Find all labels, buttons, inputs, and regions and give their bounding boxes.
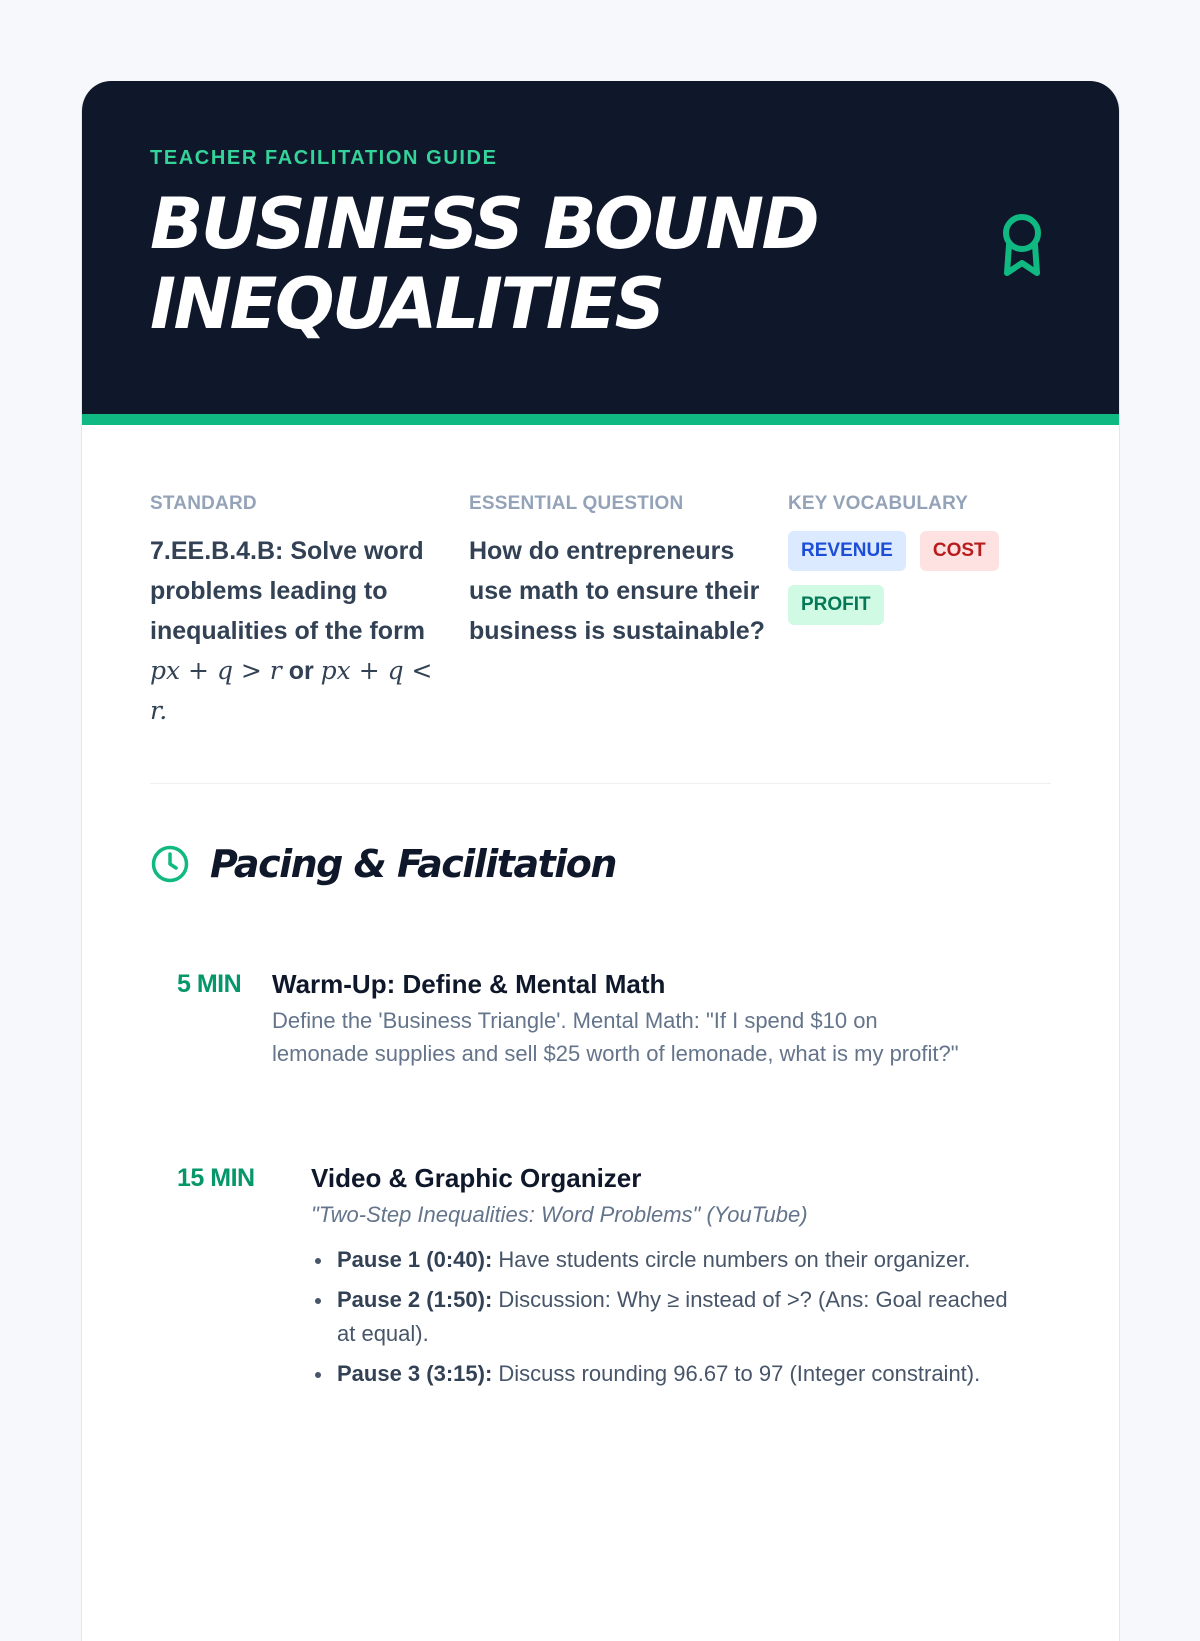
hero-header	[82, 81, 1119, 414]
step-time: 15 MIN	[177, 1164, 255, 1192]
pacing-section-header	[150, 842, 1051, 886]
standard-connector: or	[281, 657, 321, 685]
vocabulary-chips	[788, 531, 1038, 625]
standard-math-1: px + q > r	[150, 656, 282, 685]
vocabulary-block	[788, 493, 1038, 731]
pause-list	[311, 1243, 1051, 1391]
page-title: BUSINESS BOUND INEQUALITIES	[150, 183, 818, 345]
standard-body: 7.EE.B.4.B: Solve word problems leading to inequalities of the form	[150, 537, 426, 645]
pause-item	[337, 1357, 1027, 1391]
meta-grid	[150, 425, 1051, 784]
accent-bar	[82, 414, 1119, 425]
step-time: 5 MIN	[177, 970, 242, 998]
essential-question-label: ESSENTIAL QUESTION	[469, 493, 684, 514]
award-icon	[1000, 213, 1044, 279]
standard-math-2: px + q < r.	[150, 656, 433, 725]
pause-text: Discuss rounding 96.67 to 97 (Integer constraint).	[492, 1361, 981, 1386]
standard-label: STANDARD	[150, 493, 257, 514]
pause-label: Pause 3 (3:15):	[337, 1361, 493, 1386]
clock-icon	[150, 844, 190, 884]
essential-question-block	[469, 493, 788, 731]
standard-text	[150, 531, 449, 731]
standard-block	[150, 493, 469, 731]
step-body	[272, 964, 1051, 1070]
guide-card	[81, 81, 1120, 1641]
essential-question-text: How do entrepreneurs use math to ensure their business is sustainable?	[469, 537, 765, 645]
pacing-title: Pacing & Facilitation	[210, 842, 616, 886]
pacing-step	[150, 964, 1051, 1070]
step-video-reference: "Two-Step Inequalities: Word Problems" (YouTube)	[311, 1202, 808, 1227]
step-title: Video & Graphic Organizer	[311, 1163, 642, 1193]
pause-text: Have students circle numbers on their organizer.	[492, 1247, 971, 1272]
pause-text: Discussion: Why ≥ instead of >? (Ans: Goal reached at equal).	[337, 1287, 1008, 1346]
vocab-chip-profit: PROFIT	[788, 585, 884, 625]
vocabulary-label: KEY VOCABULARY	[788, 493, 969, 514]
pause-item	[337, 1283, 1027, 1351]
step-body	[311, 1158, 1051, 1397]
pacing-step	[150, 1158, 1051, 1397]
step-description: Define the 'Business Triangle'. Mental Math: "If I spend $10 on lemonade supplies and sell $25 worth of lemonade, what is my profit?"	[272, 1008, 959, 1066]
step-title: Warm-Up: Define & Mental Math	[272, 969, 666, 999]
eyebrow-label: TEACHER FACILITATION GUIDE	[150, 147, 498, 169]
pause-label: Pause 2 (1:50):	[337, 1287, 493, 1312]
pause-label: Pause 1 (0:40):	[337, 1247, 493, 1272]
vocab-chip-cost: COST	[920, 531, 999, 571]
vocab-chip-revenue: REVENUE	[788, 531, 906, 571]
pause-item	[337, 1243, 1027, 1277]
